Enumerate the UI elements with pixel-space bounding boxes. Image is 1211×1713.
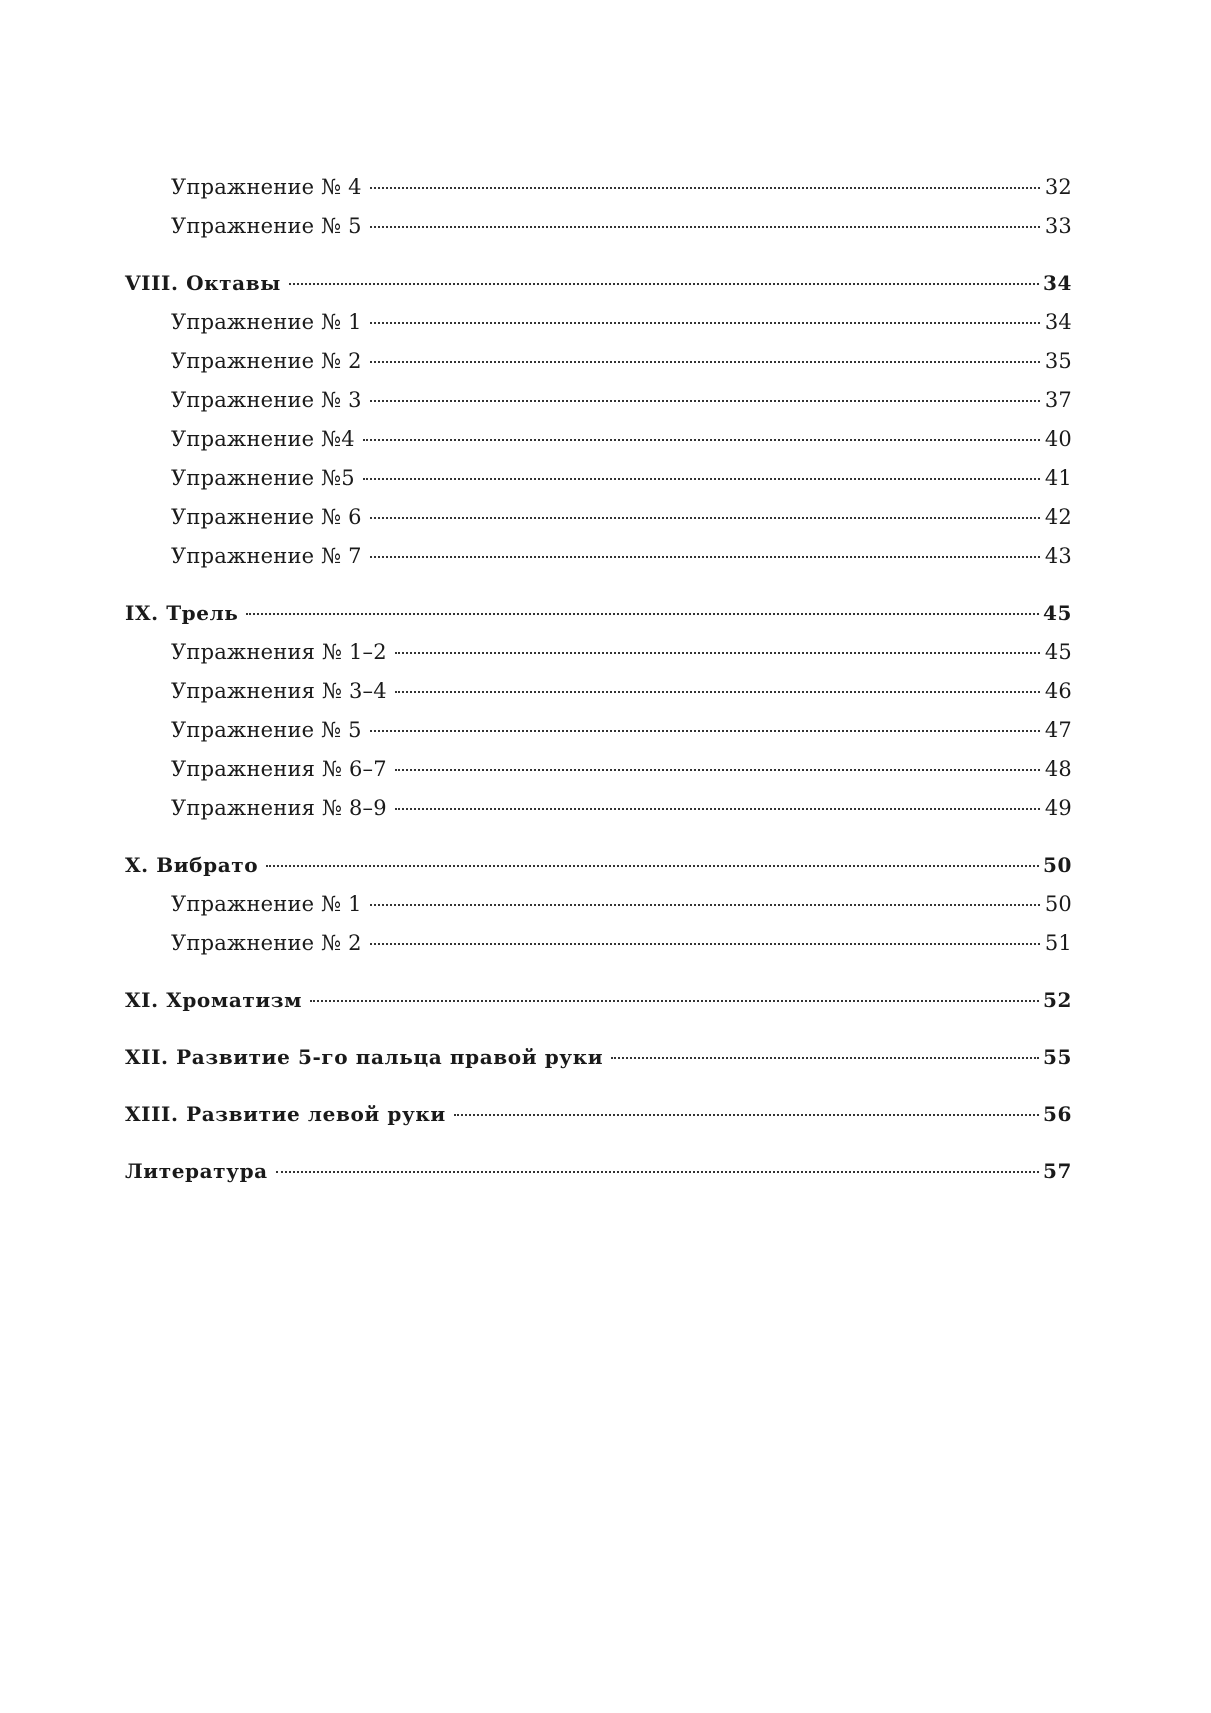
entry-title: Упражнение № 4 [171, 175, 362, 199]
entry-title: Упражнения № 1–2 [171, 640, 387, 664]
page-number: 33 [1044, 214, 1072, 238]
toc-entry[interactable] [125, 924, 1072, 963]
dot-leader [370, 943, 1040, 945]
section-title: XIII. Развитие левой руки [125, 1102, 446, 1126]
page-number: 45 [1042, 601, 1072, 625]
page-number: 40 [1044, 427, 1072, 451]
toc-entry[interactable] [125, 672, 1072, 711]
section-title: X. Вибрато [125, 853, 259, 877]
toc-entry[interactable] [125, 303, 1072, 342]
page-number: 32 [1044, 175, 1072, 199]
toc-entry[interactable] [125, 420, 1072, 459]
toc-section-heading[interactable] [125, 1095, 1072, 1134]
section-title: IX. Трель [125, 601, 239, 625]
dot-leader [276, 1171, 1039, 1173]
page-number: 45 [1044, 640, 1072, 664]
page-number: 37 [1044, 388, 1072, 412]
page-number: 56 [1042, 1102, 1072, 1126]
dot-leader [266, 865, 1039, 867]
toc-section [125, 1095, 1072, 1134]
page-number: 57 [1042, 1159, 1072, 1183]
dot-leader [611, 1057, 1039, 1059]
entry-title: Упражнение № 3 [171, 388, 362, 412]
toc-entry[interactable] [125, 459, 1072, 498]
section-title: XII. Развитие 5-го пальца правой руки [125, 1045, 604, 1069]
page-number: 41 [1044, 466, 1072, 490]
toc-entry[interactable] [125, 498, 1072, 537]
toc-section [125, 846, 1072, 963]
toc-entry[interactable] [125, 711, 1072, 750]
toc-section-heading[interactable] [125, 1152, 1072, 1191]
page-number: 43 [1044, 544, 1072, 568]
entry-title: Упражнение № 1 [171, 892, 362, 916]
entry-title: Упражнение № 6 [171, 505, 362, 529]
toc-entry[interactable] [125, 207, 1072, 246]
page-number: 34 [1044, 310, 1072, 334]
dot-leader [363, 478, 1040, 480]
entry-title: Упражнение № 1 [171, 310, 362, 334]
section-title: Литература [125, 1159, 268, 1183]
page-number: 35 [1044, 349, 1072, 373]
table-of-contents [125, 168, 1072, 1191]
toc-section-heading[interactable] [125, 846, 1072, 885]
page-number: 34 [1042, 271, 1072, 295]
toc-section-heading[interactable] [125, 981, 1072, 1020]
toc-entry[interactable] [125, 750, 1072, 789]
toc-entry[interactable] [125, 789, 1072, 828]
page-number: 46 [1044, 679, 1072, 703]
dot-leader [370, 322, 1040, 324]
dot-leader [370, 730, 1040, 732]
dot-leader [289, 283, 1039, 285]
section-title: VIII. Октавы [125, 271, 281, 295]
toc-section-heading[interactable] [125, 264, 1072, 303]
entry-title: Упражнение № 2 [171, 931, 362, 955]
page-number: 48 [1044, 757, 1072, 781]
toc-section-heading[interactable] [125, 1038, 1072, 1077]
toc-section [125, 264, 1072, 576]
section-title: XI. Хроматизм [125, 988, 303, 1012]
page-number: 50 [1044, 892, 1072, 916]
entry-title: Упражнение № 2 [171, 349, 362, 373]
dot-leader [246, 613, 1038, 615]
dot-leader [395, 691, 1040, 693]
entry-title: Упражнение № 5 [171, 718, 362, 742]
dot-leader [370, 187, 1040, 189]
entry-title: Упражнение №5 [171, 466, 355, 490]
entry-title: Упражнения № 6–7 [171, 757, 387, 781]
page-number: 52 [1042, 988, 1072, 1012]
dot-leader [370, 226, 1040, 228]
toc-entry[interactable] [125, 381, 1072, 420]
dot-leader [395, 769, 1040, 771]
dot-leader [370, 361, 1040, 363]
entry-title: Упражнение №4 [171, 427, 355, 451]
dot-leader [370, 904, 1040, 906]
toc-entry[interactable] [125, 342, 1072, 381]
toc-section [125, 981, 1072, 1020]
dot-leader [395, 652, 1040, 654]
dot-leader [310, 1000, 1039, 1002]
toc-section [125, 594, 1072, 828]
dot-leader [395, 808, 1040, 810]
page-number: 55 [1042, 1045, 1072, 1069]
toc-section [125, 1152, 1072, 1191]
toc-entry[interactable] [125, 885, 1072, 924]
page-number: 50 [1042, 853, 1072, 877]
dot-leader [454, 1114, 1039, 1116]
entry-title: Упражнения № 3–4 [171, 679, 387, 703]
dot-leader [370, 556, 1040, 558]
toc-entry[interactable] [125, 168, 1072, 207]
entry-title: Упражнение № 7 [171, 544, 362, 568]
toc-entry[interactable] [125, 633, 1072, 672]
page-number: 42 [1044, 505, 1072, 529]
dot-leader [370, 517, 1040, 519]
page-number: 51 [1044, 931, 1072, 955]
entry-title: Упражнение № 5 [171, 214, 362, 238]
dot-leader [363, 439, 1040, 441]
toc-section-heading[interactable] [125, 594, 1072, 633]
toc-section [125, 168, 1072, 246]
dot-leader [370, 400, 1040, 402]
toc-entry[interactable] [125, 537, 1072, 576]
entry-title: Упражнения № 8–9 [171, 796, 387, 820]
toc-section [125, 1038, 1072, 1077]
page-number: 49 [1044, 796, 1072, 820]
page-number: 47 [1044, 718, 1072, 742]
